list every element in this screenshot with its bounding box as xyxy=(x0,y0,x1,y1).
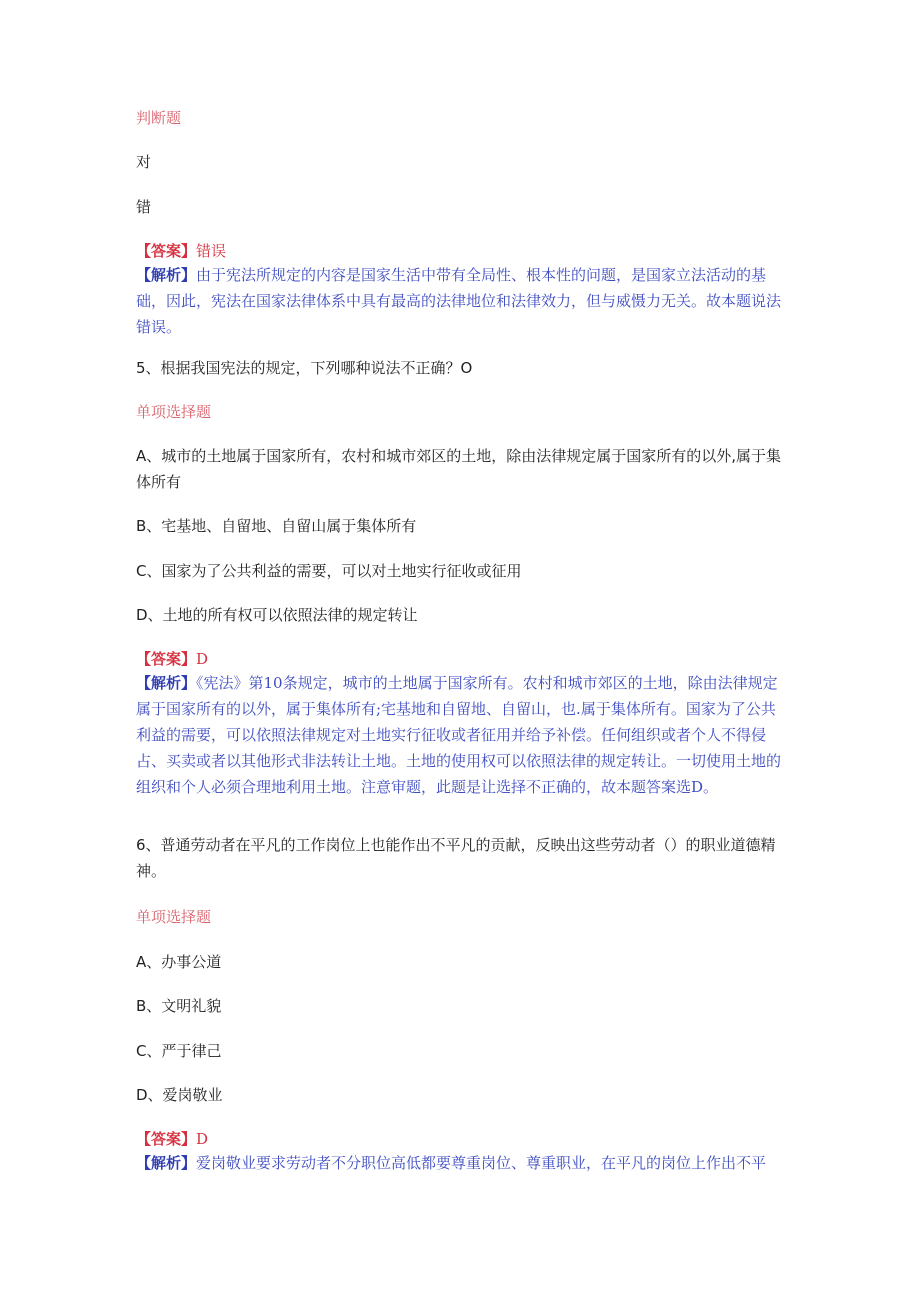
analysis-text: 由于宪法所规定的内容是国家生活中带有全局性、根本性的问题，是国家立法活动的基础，因此，宪法在国家法律体系中具有最高的法律地位和法律效力，但与威慑力无关。故本题说法错误。 xyxy=(136,266,782,336)
option-true: 对 xyxy=(136,153,152,171)
option-a-q5: A、城市的土地属于国家所有，农村和城市郊区的土地，除由法律规定属于国家所有的以外,属于集体所有 xyxy=(136,447,782,491)
answer-q6 xyxy=(136,1126,208,1152)
option-d-q6: D、爱岗敬业 xyxy=(136,1086,223,1104)
option-d-q5: D、土地的所有权可以依照法律的规定转让 xyxy=(136,606,418,624)
question-q6: 6、普通劳动者在平凡的工作岗位上也能作出不平凡的贡献，反映出这些劳动者（）的职业道德精神。 xyxy=(136,836,776,880)
question-q5: 5、根据我国宪法的规定，下列哪种说法不正确？O xyxy=(136,359,473,377)
answer-value: 错误 xyxy=(196,242,227,260)
analysis-text: 爱岗敬业要求劳动者不分职位高低都要尊重岗位、尊重职业，在平凡的岗位上作出不平 xyxy=(196,1154,767,1172)
answer-q5 xyxy=(136,646,208,672)
analysis-q5 xyxy=(136,670,786,800)
answer-value: D xyxy=(196,1130,209,1148)
answer-label: 【答案】 xyxy=(136,242,197,260)
question-type-q6: 单项选择题 xyxy=(136,908,212,926)
analysis-label: 【解析】 xyxy=(136,266,197,284)
option-false: 错 xyxy=(136,198,152,216)
analysis-label: 【解析】 xyxy=(136,1154,197,1172)
answer-label: 【答案】 xyxy=(136,650,197,668)
analysis-q4 xyxy=(136,262,786,340)
option-c-q5: C、国家为了公共利益的需要，可以对土地实行征收或征用 xyxy=(136,562,522,580)
question-type-q4: 判断题 xyxy=(136,109,182,127)
answer-label: 【答案】 xyxy=(136,1130,197,1148)
option-b-q5: B、宅基地、自留地、自留山属于集体所有 xyxy=(136,517,417,535)
option-a-q6: A、办事公道 xyxy=(136,953,222,971)
option-b-q6: B、文明礼貌 xyxy=(136,997,222,1015)
question-type-q5: 单项选择题 xyxy=(136,403,212,421)
option-c-q6: C、严于律己 xyxy=(136,1042,222,1060)
analysis-q6 xyxy=(136,1150,786,1176)
analysis-text: 《宪法》第10条规定，城市的土地属于国家所有。农村和城市郊区的土地，除由法律规定属于国家所有的以外，属于集体所有;宅基地和自留地、自留山，也.属于集体所有。国家为了公共利益的需要，可以依照法律规定对土地实行征收或者征用并给予补偿。任何组织或者个人不得侵占、买卖或者以其他形式非法转让土地。土地的使用权可以依照法律的规定转让。一切使用土地的组织和个人必须合理地利用土地。注意审题，此题是让选择不正确的，故本题答案选D。 xyxy=(136,674,782,796)
answer-value: D xyxy=(196,650,209,668)
analysis-label: 【解析】 xyxy=(136,674,197,692)
answer-q4 xyxy=(136,238,226,264)
